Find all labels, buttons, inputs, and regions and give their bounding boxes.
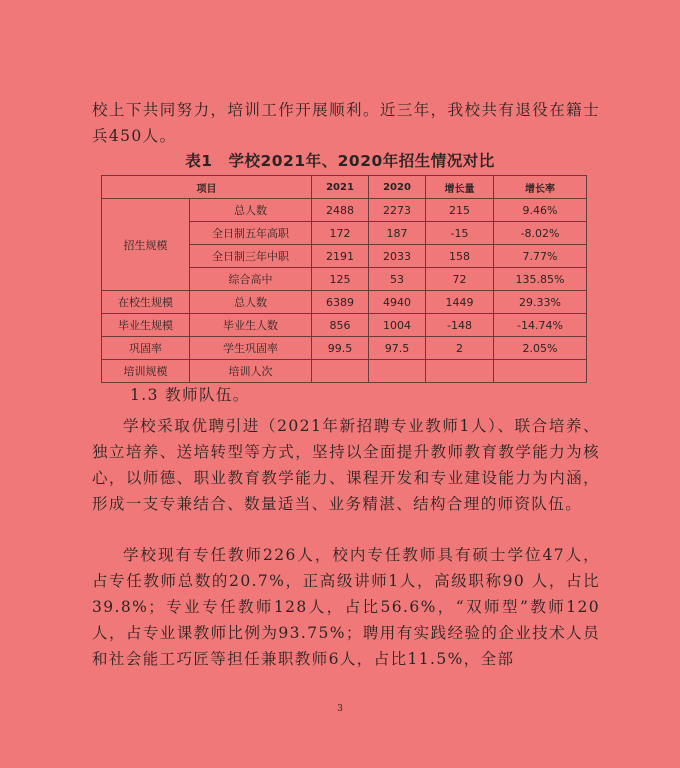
- table-header-row: [102, 176, 587, 199]
- row-item-label: 总人数: [190, 199, 312, 222]
- cell-growth: 158: [426, 245, 494, 268]
- cell-2021: 2191: [312, 245, 369, 268]
- row-group-label: 毕业生规模: [102, 314, 190, 337]
- cell-2021: 125: [312, 268, 369, 291]
- row-item-label: 培训人次: [190, 360, 312, 383]
- cell-rate: 7.77%: [494, 245, 587, 268]
- body-paragraph-2: 学校现有专任教师226人，校内专任教师具有硕士学位47人，占专任教师总数的20.7%，正高级讲师1人，高级职称90 人，占比39.8%；专业专任教师128人，占比56.6%，“双师型”教师120人，占专业课教师比例为93.75%；聘用有实践经验的企业技术人员和社会能工巧匠等担任兼职教师6人，占比11.5%，全部: [92, 546, 600, 668]
- column-header-2020: 2020: [369, 176, 426, 199]
- row-item-label: 综合高中: [190, 268, 312, 291]
- section-heading: 1.3 教师队伍。: [130, 386, 250, 404]
- row-item-label: 全日制三年中职: [190, 245, 312, 268]
- column-header-item: 项目: [102, 176, 312, 199]
- enrollment-comparison-table: [101, 175, 587, 383]
- cell-rate: [494, 360, 587, 383]
- cell-rate: -14.74%: [494, 314, 587, 337]
- cell-2020: 53: [369, 268, 426, 291]
- cell-2020: [369, 360, 426, 383]
- table-row: [102, 199, 587, 222]
- cell-2020: 4940: [369, 291, 426, 314]
- row-group-label: 招生规模: [102, 199, 190, 291]
- cell-2021: 99.5: [312, 337, 369, 360]
- table-row: [102, 291, 587, 314]
- row-group-label: 培训规模: [102, 360, 190, 383]
- cell-2021: [312, 360, 369, 383]
- table-row: [102, 337, 587, 360]
- cell-rate: 135.85%: [494, 268, 587, 291]
- cell-2020: 187: [369, 222, 426, 245]
- page-number: 3: [337, 704, 343, 714]
- table-row: [102, 314, 587, 337]
- cell-rate: 2.05%: [494, 337, 587, 360]
- cell-rate: -8.02%: [494, 222, 587, 245]
- cell-2020: 97.5: [369, 337, 426, 360]
- cell-growth: 72: [426, 268, 494, 291]
- row-item-label: 学生巩固率: [190, 337, 312, 360]
- cell-2021: 2488: [312, 199, 369, 222]
- cell-rate: 9.46%: [494, 199, 587, 222]
- intro-paragraph: 校上下共同努力，培训工作开展顺利。近三年，我校共有退役在籍士兵450人。: [92, 101, 600, 145]
- cell-growth: [426, 360, 494, 383]
- body-paragraph-1: 学校采取优聘引进（2021年新招聘专业教师1人）、联合培养、独立培养、送培转型等方式，坚持以全面提升教师教育教学能力为核心，以师德、职业教育教学能力、课程开发和专业建设能力为内涵，形成一支专兼结合、数量适当、业务精湛、结构合理的师资队伍。: [92, 417, 600, 513]
- cell-growth: 1449: [426, 291, 494, 314]
- cell-2021: 6389: [312, 291, 369, 314]
- cell-2020: 2273: [369, 199, 426, 222]
- column-header-rate: 增长率: [494, 176, 587, 199]
- row-item-label: 全日制五年高职: [190, 222, 312, 245]
- cell-rate: 29.33%: [494, 291, 587, 314]
- cell-2020: 1004: [369, 314, 426, 337]
- table-caption: 表1 学校2021年、2020年招生情况对比: [185, 152, 495, 170]
- row-group-label: 巩固率: [102, 337, 190, 360]
- cell-2021: 172: [312, 222, 369, 245]
- row-group-label: 在校生规模: [102, 291, 190, 314]
- cell-growth: 2: [426, 337, 494, 360]
- table-row: [102, 360, 587, 383]
- cell-2020: 2033: [369, 245, 426, 268]
- cell-growth: -15: [426, 222, 494, 245]
- row-item-label: 总人数: [190, 291, 312, 314]
- column-header-growth: 增长量: [426, 176, 494, 199]
- cell-growth: 215: [426, 199, 494, 222]
- cell-2021: 856: [312, 314, 369, 337]
- column-header-2021: 2021: [312, 176, 369, 199]
- cell-growth: -148: [426, 314, 494, 337]
- row-item-label: 毕业生人数: [190, 314, 312, 337]
